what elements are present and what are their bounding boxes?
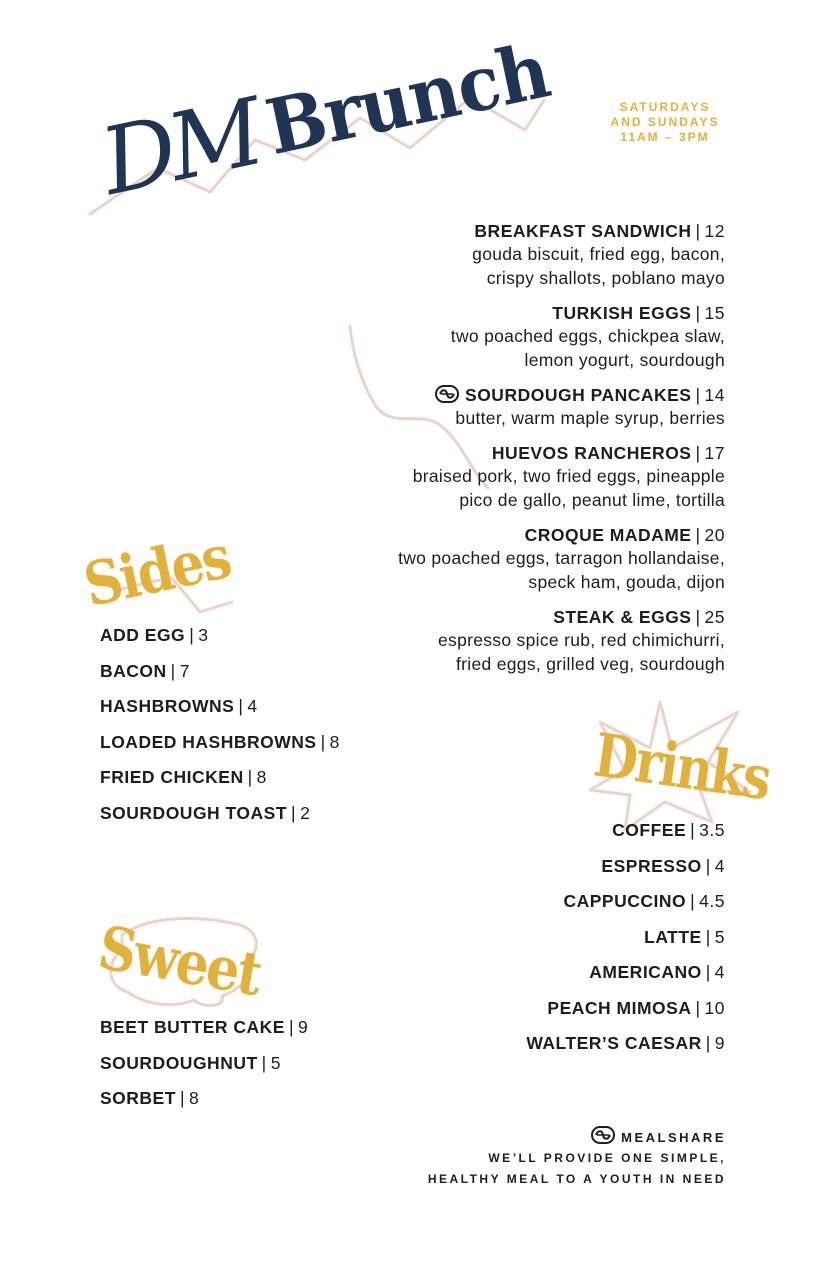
sides-list — [100, 624, 340, 837]
list-item: SORBET | 8 — [100, 1088, 200, 1108]
list-item: FRIED CHICKEN | 8 — [100, 767, 267, 787]
list-item: ADD EGG | 3 — [100, 625, 209, 645]
item-name: ADD EGG — [100, 625, 186, 645]
item-name: LATTE — [644, 926, 702, 947]
item-price: 10 — [704, 997, 725, 1018]
item-price: 15 — [704, 303, 725, 323]
item-name: SORBET — [100, 1088, 176, 1108]
item-name: COFFEE — [612, 820, 687, 840]
item-price: 25 — [704, 607, 725, 627]
menu-item: BREAKFAST SANDWICH | 12 gouda biscuit, fried egg, bacon, crispy shallots, poblano mayo — [325, 220, 725, 290]
sides-heading: Sides — [78, 521, 236, 621]
item-name: SOURDOUGH PANCAKES — [465, 385, 692, 405]
list-item: PEACH MIMOSA | 10 — [547, 997, 725, 1018]
list-item: COFFEE | 3.5 — [612, 820, 725, 840]
mealshare-note — [428, 1126, 726, 1190]
item-name: FRIED CHICKEN — [100, 767, 244, 787]
item-name: BEET BUTTER CAKE — [100, 1017, 285, 1037]
item-price: 4 — [714, 855, 725, 876]
item-description: two poached eggs, tarragon hollandaise, speck ham, gouda, dijon — [398, 548, 725, 592]
menu-item: CROQUE MADAME | 20 two poached eggs, tarragon hollandaise, speck ham, gouda, dijon — [325, 524, 725, 594]
item-name: HASHBROWNS — [100, 696, 235, 716]
menu-item: STEAK & EGGS | 25 espresso spice rub, red chimichurri, fried eggs, grilled veg, sourdough — [325, 606, 725, 676]
list-item: SOURDOUGHNUT | 5 — [100, 1052, 281, 1073]
item-name: BACON — [100, 660, 167, 681]
mealshare-line: HEALTHY MEAL TO A YOUTH IN NEED — [427, 1172, 726, 1186]
item-price: 20 — [704, 525, 725, 545]
list-item: BEET BUTTER CAKE | 9 — [100, 1017, 309, 1037]
hours-block — [600, 100, 730, 145]
item-name: ESPRESSO — [601, 855, 702, 876]
drinks-list — [526, 819, 725, 1068]
item-price: 2 — [300, 802, 311, 823]
list-item: AMERICANO | 4 — [589, 962, 725, 982]
mealshare-icon — [591, 1126, 615, 1144]
item-name: TURKISH EGGS — [552, 303, 692, 323]
list-item: ESPRESSO | 4 — [601, 855, 725, 876]
hours-line: 11AM – 3PM — [620, 130, 710, 144]
item-name: CAPPUCCINO — [563, 891, 687, 911]
mealshare-line: WE’LL PROVIDE ONE SIMPLE, — [488, 1151, 726, 1165]
logo-title: Brunch — [258, 25, 557, 173]
item-description: two poached eggs, chickpea slaw, lemon yogurt, sourdough — [450, 326, 725, 370]
drinks-heading: Drinks — [590, 719, 774, 814]
item-name: WALTER’S CAESAR — [526, 1033, 702, 1053]
item-price: 7 — [179, 660, 190, 681]
list-item: HASHBROWNS | 4 — [100, 696, 258, 716]
item-name: LOADED HASHBROWNS — [100, 731, 317, 752]
item-price: 12 — [704, 221, 725, 241]
item-price: 8 — [188, 1088, 200, 1108]
item-price: 9 — [298, 1017, 309, 1037]
item-name: PEACH MIMOSA — [547, 997, 692, 1018]
item-name: BREAKFAST SANDWICH — [474, 221, 692, 241]
menu-item: SOURDOUGH PANCAKES | 14 butter, warm maple syrup, berries — [325, 384, 725, 430]
item-price: 5 — [714, 926, 725, 947]
item-description: butter, warm maple syrup, berries — [455, 408, 725, 428]
item-price: 5 — [270, 1052, 281, 1073]
sweet-heading: Sweet — [93, 912, 266, 1011]
list-item: CAPPUCCINO | 4.5 — [563, 891, 725, 911]
list-item: SOURDOUGH TOAST | 2 — [100, 802, 311, 823]
item-price: 8 — [329, 731, 340, 752]
item-price: 4 — [714, 962, 725, 982]
item-price: 8 — [256, 767, 267, 787]
item-price: 17 — [704, 443, 725, 463]
item-price: 3.5 — [699, 820, 725, 840]
item-price: 4.5 — [699, 891, 725, 911]
sweet-list — [100, 1016, 308, 1123]
item-name: CROQUE MADAME — [524, 525, 692, 545]
menu-item: HUEVOS RANCHEROS | 17 braised pork, two fried eggs, pineapple pico de gallo, peanut lime, tortilla — [325, 442, 725, 512]
item-price: 14 — [704, 385, 725, 405]
item-description: espresso spice rub, red chimichurri, fried eggs, grilled veg, sourdough — [437, 630, 725, 674]
list-item: WALTER’S CAESAR | 9 — [526, 1033, 725, 1053]
item-price: 3 — [198, 625, 209, 645]
item-name: SOURDOUGH TOAST — [100, 802, 288, 823]
item-description: gouda biscuit, fried egg, bacon, crispy shallots, poblano mayo — [472, 244, 725, 288]
hours-line: AND SUNDAYS — [610, 115, 720, 129]
item-name: SOURDOUGHNUT — [100, 1052, 258, 1073]
menu-item: TURKISH EGGS | 15 two poached eggs, chickpea slaw, lemon yogurt, sourdough — [325, 302, 725, 372]
mealshare-icon — [435, 385, 459, 403]
list-item: BACON | 7 — [100, 660, 190, 681]
list-item: LATTE | 5 — [644, 926, 725, 947]
item-description: braised pork, two fried eggs, pineapple pico de gallo, peanut lime, tortilla — [412, 466, 725, 510]
item-price: 9 — [714, 1033, 725, 1053]
item-name: STEAK & EGGS — [553, 607, 692, 627]
item-price: 4 — [247, 696, 258, 716]
item-name: AMERICANO — [589, 962, 702, 982]
item-name: HUEVOS RANCHEROS — [491, 443, 692, 463]
mealshare-label: MEALSHARE — [621, 1130, 726, 1145]
logo-monogram: DM — [92, 78, 268, 217]
list-item: LOADED HASHBROWNS | 8 — [100, 731, 340, 752]
hours-line: SATURDAYS — [619, 100, 711, 114]
brunch-menu — [325, 220, 725, 688]
